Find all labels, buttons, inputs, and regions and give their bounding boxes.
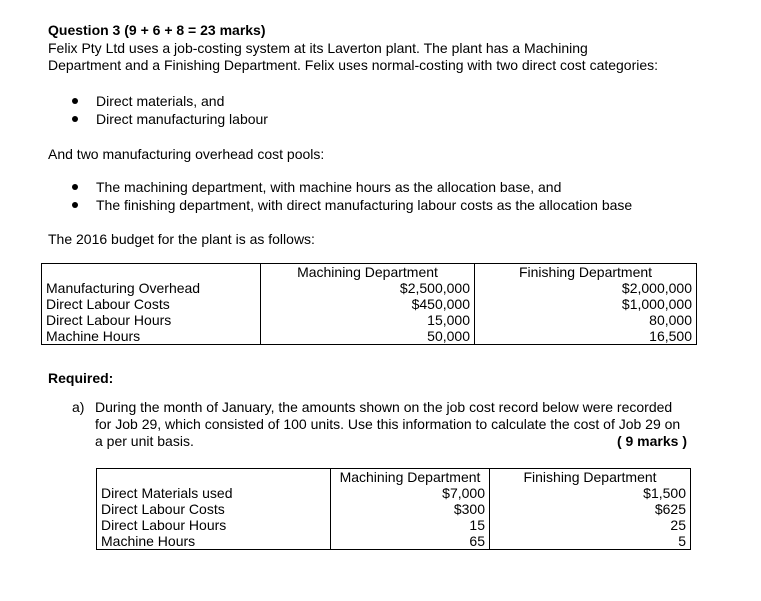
- table-row: [97, 485, 691, 501]
- overhead-intro: And two manufacturing overhead cost pools:: [48, 146, 325, 162]
- list-item: Direct materials, and: [72, 92, 268, 110]
- part-a: [72, 399, 687, 451]
- row-label: Manufacturing Overhead: [42, 280, 261, 296]
- budget-intro: The 2016 budget for the plant is as follows:: [48, 231, 315, 247]
- part-a-marks: ( 9 marks ): [616, 433, 687, 449]
- machining-value: 65: [331, 533, 490, 550]
- machining-value: 50,000: [261, 328, 475, 345]
- machining-value: $7,000: [331, 485, 490, 501]
- row-label: Direct Labour Costs: [42, 296, 261, 312]
- table-header-row: [97, 469, 691, 486]
- header-finishing: Finishing Department: [490, 469, 691, 486]
- machining-value: $300: [331, 501, 490, 517]
- machining-value: 15: [331, 517, 490, 533]
- list-item: The machining department, with machine hours as the allocation base, and: [72, 178, 632, 196]
- part-a-text: During the month of January, the amounts shown on the job cost record below were recorded for Job 29, which consisted of 100 units. Use this information to calculate the cost of Job 29 on a per unit basis.: [95, 399, 681, 449]
- machining-value: $450,000: [261, 296, 475, 312]
- question-title: Question 3 (9 + 6 + 8 = 23 marks): [48, 22, 266, 38]
- finishing-value: $2,000,000: [475, 280, 697, 296]
- table-header-row: [42, 264, 697, 281]
- table-row: [42, 328, 697, 345]
- finishing-value: 80,000: [475, 312, 697, 328]
- intro-line-2: Department and a Finishing Department. Felix uses normal-costing with two direct cost categories:: [48, 57, 659, 73]
- required-heading: Required:: [48, 370, 114, 386]
- row-label: Machine Hours: [97, 533, 331, 550]
- table-row: [42, 296, 697, 312]
- table-row: [42, 280, 697, 296]
- header-blank-cell: [42, 264, 261, 281]
- row-label: Direct Labour Hours: [97, 517, 331, 533]
- list-item: The finishing department, with direct manufacturing labour costs as the allocation base: [72, 196, 632, 214]
- table-row: [97, 517, 691, 533]
- machining-value: $2,500,000: [261, 280, 475, 296]
- row-label: Machine Hours: [42, 328, 261, 345]
- machining-value: 15,000: [261, 312, 475, 328]
- direct-cost-list: [72, 92, 268, 128]
- finishing-value: $625: [490, 501, 691, 517]
- list-item: Direct manufacturing labour: [72, 110, 268, 128]
- table-row: [97, 501, 691, 517]
- row-label: Direct Labour Hours: [42, 312, 261, 328]
- header-machining: Machining Department: [331, 469, 490, 486]
- row-label: Direct Materials used: [97, 485, 331, 501]
- finishing-value: 5: [490, 533, 691, 550]
- header-blank-cell: [97, 469, 331, 486]
- header-finishing: Finishing Department: [475, 264, 697, 281]
- intro-line-1: Felix Pty Ltd uses a job-costing system at its Laverton plant. The plant has a Machining: [48, 40, 588, 56]
- table-row: [97, 533, 691, 550]
- job-cost-table: [96, 468, 691, 550]
- part-a-label: a): [72, 399, 85, 415]
- finishing-value: 25: [490, 517, 691, 533]
- finishing-value: $1,000,000: [475, 296, 697, 312]
- budget-table: [41, 263, 697, 345]
- finishing-value: 16,500: [475, 328, 697, 345]
- table-row: [42, 312, 697, 328]
- overhead-pool-list: [72, 178, 632, 214]
- header-machining: Machining Department: [261, 264, 475, 281]
- row-label: Direct Labour Costs: [97, 501, 331, 517]
- question-intro: [48, 40, 658, 74]
- finishing-value: $1,500: [490, 485, 691, 501]
